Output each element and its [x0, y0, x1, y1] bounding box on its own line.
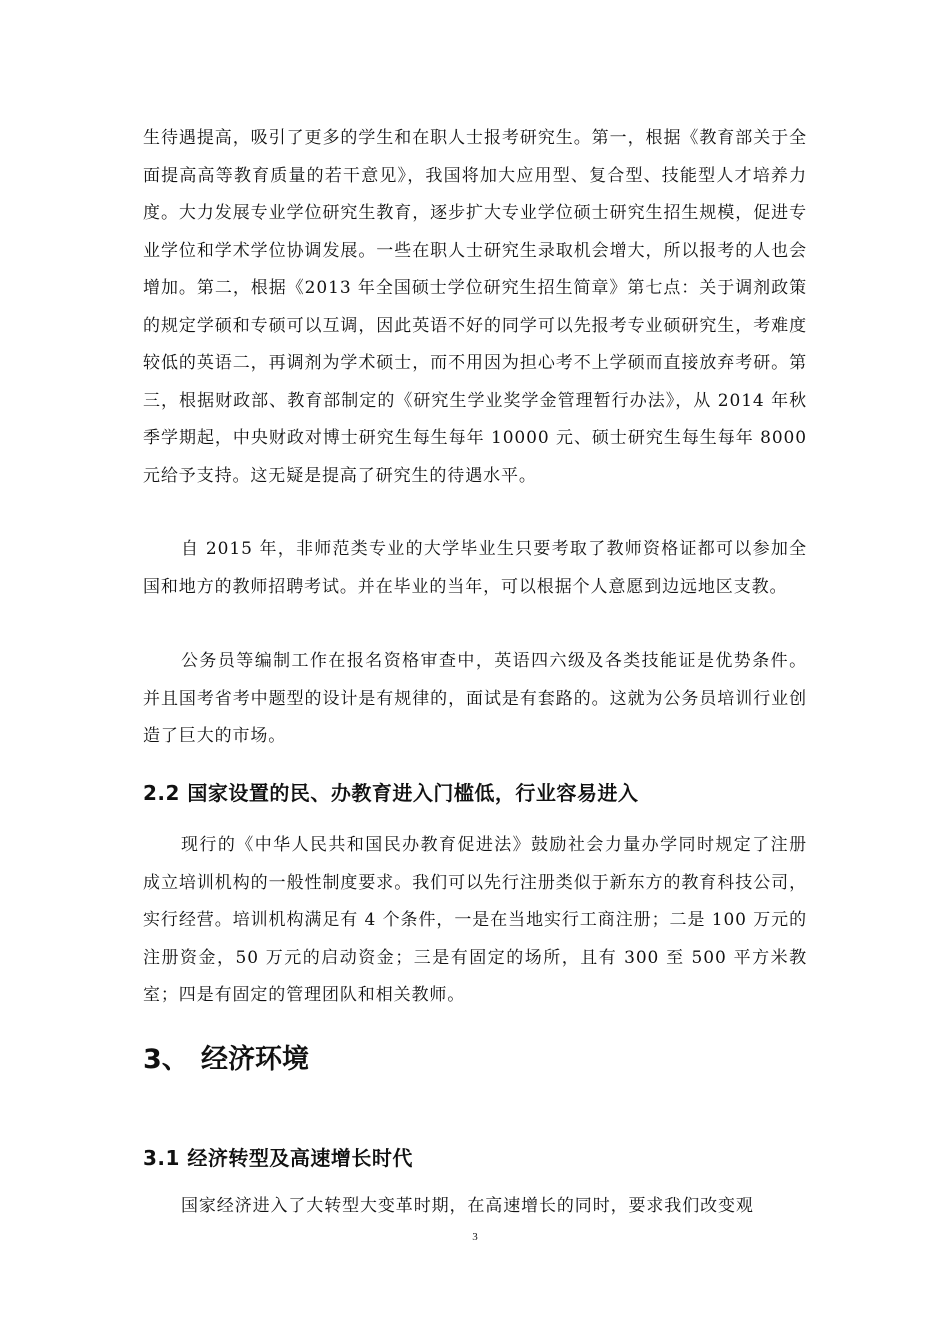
- paragraph-teacher-exam: 自 2015 年，非师范类专业的大学毕业生只要考取了教师资格证都可以参加全国和地方的教师招聘考试。并在毕业的当年，可以根据个人意愿到边远地区支教。: [143, 539, 807, 597]
- paragraph-private-education-law: 现行的《中华人民共和国民办教育促进法》鼓励社会力量办学同时规定了注册成立培训机构的一般性制度要求。我们可以先行注册类似于新东方的教育科技公司，实行经营。培训机构满足有 4 个条件，一是在当地实行工商注册；二是 100 万元的注册资金，50 万元的启动资金；三是有固定的场所，且有 300 至 500 平方米教室；四是有固定的管理团队和相关教师。: [143, 835, 807, 1005]
- heading-3: [143, 1040, 807, 1080]
- paragraph-civil-servant: 公务员等编制工作在报名资格审查中，英语四六级及各类技能证是优势条件。并且国考省考中题型的设计是有规律的，面试是有套路的。这就为公务员培训行业创造了巨大的市场。: [143, 651, 807, 746]
- heading-3-number: 3、: [143, 1044, 189, 1075]
- paragraph-economic-transition: 国家经济进入了大转型大变革时期，在高速增长的同时，要求我们改变观: [181, 1196, 754, 1216]
- paragraph-graduate-policy: 生待遇提高，吸引了更多的学生和在职人士报考研究生。第一，根据《教育部关于全面提高高等教育质量的若干意见》，我国将加大应用型、复合型、技能型人才培养力度。大力发展专业学位研究生教育，逐步扩大专业学位硕士研究生招生规模，促进专业学位和学术学位协调发展。一些在职人士研究生录取机会增大，所以报考的人也会增加。第二，根据《2013 年全国硕士学位研究生招生简章》第七点：关于调剂政策的规定学硕和专硕可以互调，因此英语不好的同学可以先报考专业硕研究生，考难度较低的英语二，再调剂为学术硕士，而不用因为担心考不上学硕而直接放弃考研。第三，根据财政部、教育部制定的《研究生学业奖学金管理暂行办法》，从 2014 年秋季学期起，中央财政对博士研究生每生每年 10000 元、硕士研究生每生每年 8000 元给予支持。这无疑是提高了研究生的待遇水平。: [143, 128, 807, 486]
- page-number: 3: [472, 1231, 478, 1243]
- heading-3-1: 3.1 经济转型及高速增长时代: [143, 1146, 413, 1170]
- heading-2-2: 2.2 国家设置的民、办教育进入门槛低，行业容易进入: [143, 781, 639, 805]
- heading-3-title: 经济环境: [201, 1044, 309, 1075]
